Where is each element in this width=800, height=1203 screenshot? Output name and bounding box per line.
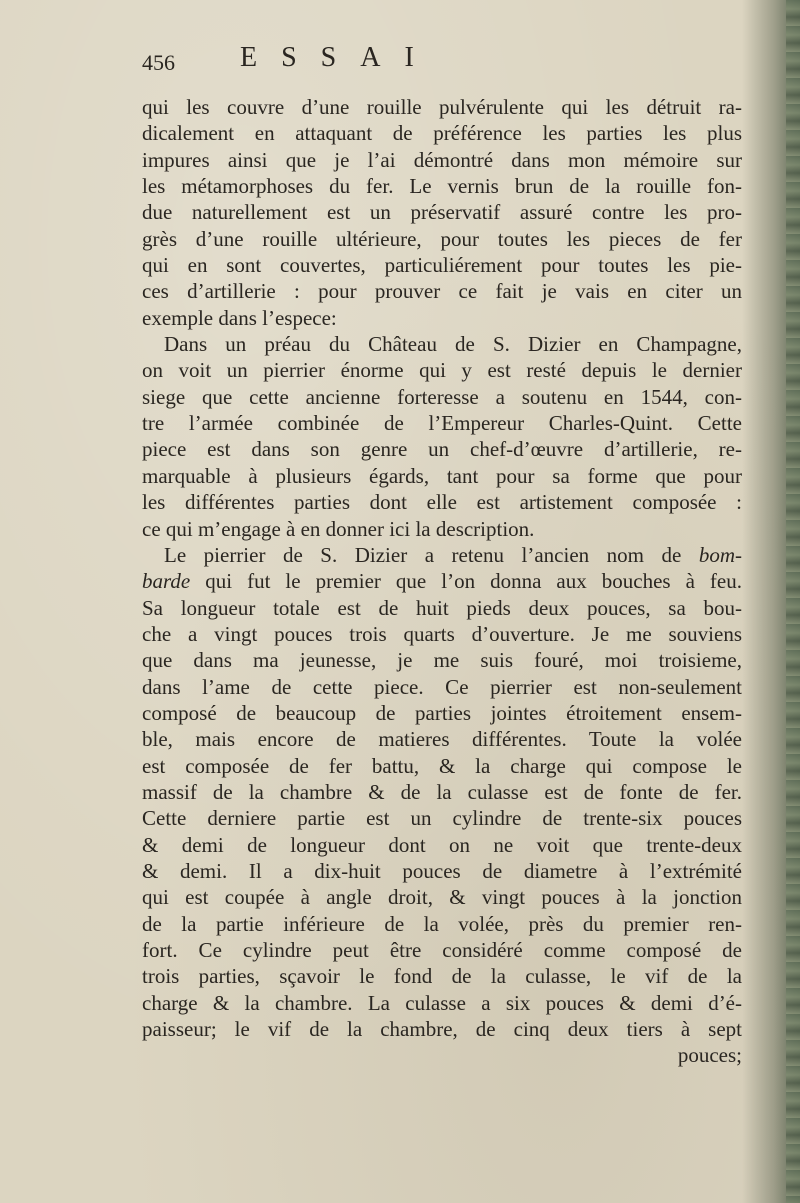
text-line-content: marquable à plusieurs égards, tant pour sa forme que pour (142, 463, 742, 488)
text-line-content: ble, mais encore de matieres différentes. Toute la volée (142, 727, 742, 752)
text-line (142, 489, 742, 515)
text-line (142, 674, 742, 700)
text-line (142, 647, 742, 673)
text-line (142, 410, 742, 436)
text-line (142, 331, 742, 357)
text-line-content: est composée de fer battu, & la charge qui compose le (142, 753, 742, 778)
text-line-content: massif de la chambre & de la culasse est de fonte de fer. (142, 779, 742, 804)
text-line-content: siege que cette ancienne forteresse a soutenu en 1544, con- (142, 384, 742, 409)
text-line (142, 147, 742, 173)
text-line (142, 884, 742, 910)
text-line-content: tre l’armée combinée de l’Empereur Charles-Quint. Cette (142, 411, 742, 436)
italic-word: barde (142, 569, 191, 594)
text-line (142, 278, 742, 304)
text-line-content: due naturellement est un préservatif assuré contre les pro- (142, 200, 742, 225)
text-line-content: Dans un préau du Château de S. Dizier en Champagne, (164, 332, 742, 357)
text-line (142, 94, 742, 120)
text-line-content: que dans ma jeunesse, je me suis fouré, moi troisieme, (142, 648, 742, 673)
text-line-content: paisseur; le vif de la chambre, de cinq deux tiers à sept (142, 1017, 742, 1042)
text-line-content: piece est dans son genre un chef-d’œuvre d’artillerie, re- (142, 437, 742, 462)
text-line (142, 568, 742, 594)
text-line (142, 595, 742, 621)
body-text (142, 94, 742, 1069)
text-line-content: dicalement en attaquant de préférence les parties les plus (142, 121, 742, 146)
page-number: 456 (142, 50, 175, 75)
text-line-content: charge & la chambre. La culasse a six pouces & demi d’é- (142, 990, 742, 1015)
text-line-content: fort. Ce cylindre peut être considéré comme composé de (142, 938, 742, 962)
text-line (142, 937, 742, 963)
text-line-content: & demi de longueur dont on ne voit que trente-deux (142, 832, 742, 857)
text-line (142, 305, 742, 331)
text-line-content: Sa longueur totale est de huit pieds deux pouces, sa bou- (142, 595, 742, 620)
text-line (142, 1016, 742, 1042)
text-line (142, 1042, 742, 1068)
text-line-tail: qui fut le premier que l’on donna aux bouches à feu. (190, 569, 742, 594)
text-line (142, 963, 742, 989)
text-line (142, 753, 742, 779)
text-line (142, 779, 742, 805)
text-line-content: & demi. Il a dix-huit pouces de diametre à l’extrémité (142, 858, 742, 883)
text-line-content: les métamorphoses du fer. Le vernis brun de la rouille fon- (142, 174, 742, 199)
text-line (142, 700, 742, 726)
text-line (142, 357, 742, 383)
text-line (142, 463, 742, 489)
text-line (142, 516, 742, 542)
text-line (142, 384, 742, 410)
italic-word: bom- (698, 542, 742, 567)
text-line-content: trois parties, sçavoir le fond de la culasse, le vif de la (142, 964, 742, 989)
text-line-content: composé de beaucoup de parties jointes étroitement ensem- (142, 700, 742, 725)
text-line (142, 120, 742, 146)
text-line (142, 199, 742, 225)
text-line (142, 542, 742, 568)
text-line-content: qui en sont couvertes, particuliérement pour toutes les pie- (142, 253, 742, 278)
text-line-content: pouces; (677, 1043, 742, 1068)
text-line-content: che a vingt pouces trois quarts d’ouverture. Je me souviens (142, 621, 742, 646)
text-line-content: exemple dans l’espece: (142, 305, 337, 330)
text-line (142, 911, 742, 937)
text-line-content: qui les couvre d’une rouille pulvérulente qui les détruit ra- (142, 95, 742, 119)
text-line (142, 226, 742, 252)
text-line (142, 436, 742, 462)
page-header (142, 42, 602, 82)
text-line-content: on voit un pierrier énorme qui y est resté depuis le dernier (142, 358, 742, 383)
page-edge-shadow (742, 0, 800, 1203)
text-line-content: grès d’une rouille ultérieure, pour toutes les pieces de fer (142, 226, 742, 251)
text-line-content: de la partie inférieure de la volée, près du premier ren- (142, 911, 742, 936)
text-line (142, 832, 742, 858)
text-line-content: Cette derniere partie est un cylindre de trente-six pouces (142, 806, 742, 831)
text-line (142, 990, 742, 1016)
text-line (142, 805, 742, 831)
text-line-content: ces d’artillerie : pour prouver ce fait je vais en citer un (142, 279, 742, 304)
text-line (142, 173, 742, 199)
text-line (142, 621, 742, 647)
text-line (142, 726, 742, 752)
text-line-content: dans l’ame de cette piece. Ce pierrier est non-seulement (142, 674, 742, 699)
running-title: ESSAI (240, 42, 438, 73)
text-line (142, 252, 742, 278)
text-line-content: qui est coupée à angle droit, & vingt pouces à la jonction (142, 885, 742, 910)
text-line-content: les différentes parties dont elle est artistement composée : (142, 490, 742, 515)
text-line (142, 858, 742, 884)
text-line-content: impures ainsi que je l’ai démontré dans mon mémoire sur (142, 147, 742, 172)
text-line-content: Le pierrier de S. Dizier a retenu l’ancien nom de (164, 542, 699, 567)
text-line-content: ce qui m’engage à en donner ici la description. (142, 516, 535, 541)
